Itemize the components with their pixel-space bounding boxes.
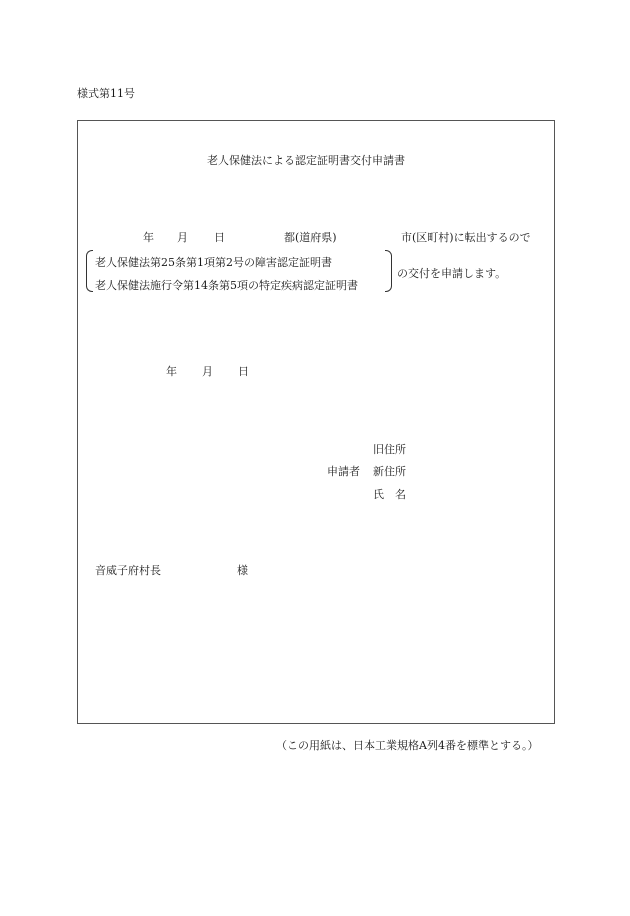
- old-address-label: 旧住所: [373, 443, 406, 456]
- certificate-option-disability: 老人保健法第25条第1項第2号の障害認定証明書: [95, 256, 332, 269]
- transfer-prefecture-label: 都(道府県): [284, 231, 337, 244]
- transfer-day-label: 日: [214, 231, 225, 244]
- new-address-label: 新住所: [373, 465, 406, 478]
- transfer-month-label: 月: [177, 231, 188, 244]
- date-day-label: 日: [238, 365, 249, 378]
- form-number: 様式第11号: [77, 87, 135, 100]
- left-brace: [86, 250, 93, 292]
- honorific-sama: 様: [237, 564, 248, 577]
- transfer-year-label: 年: [143, 231, 154, 244]
- mayor-addressee: 音威子府村長: [95, 564, 161, 577]
- certificate-option-specific-disease: 老人保健法施行令第14条第5項の特定疾病認定証明書: [95, 279, 358, 292]
- request-text: の交付を申請します。: [397, 267, 507, 280]
- form-title: 老人保健法による認定証明書交付申請書: [207, 154, 405, 167]
- paper-size-footnote: （この用紙は、日本工業規格A列4番を標準とする。）: [276, 739, 539, 752]
- applicant-label: 申請者: [327, 465, 360, 478]
- name-label: 氏 名: [373, 488, 406, 501]
- date-year-label: 年: [166, 365, 177, 378]
- form-frame: [77, 120, 555, 724]
- right-brace: [385, 250, 392, 292]
- transfer-city-phrase: 市(区町村)に転出するので: [401, 231, 531, 244]
- date-month-label: 月: [202, 365, 213, 378]
